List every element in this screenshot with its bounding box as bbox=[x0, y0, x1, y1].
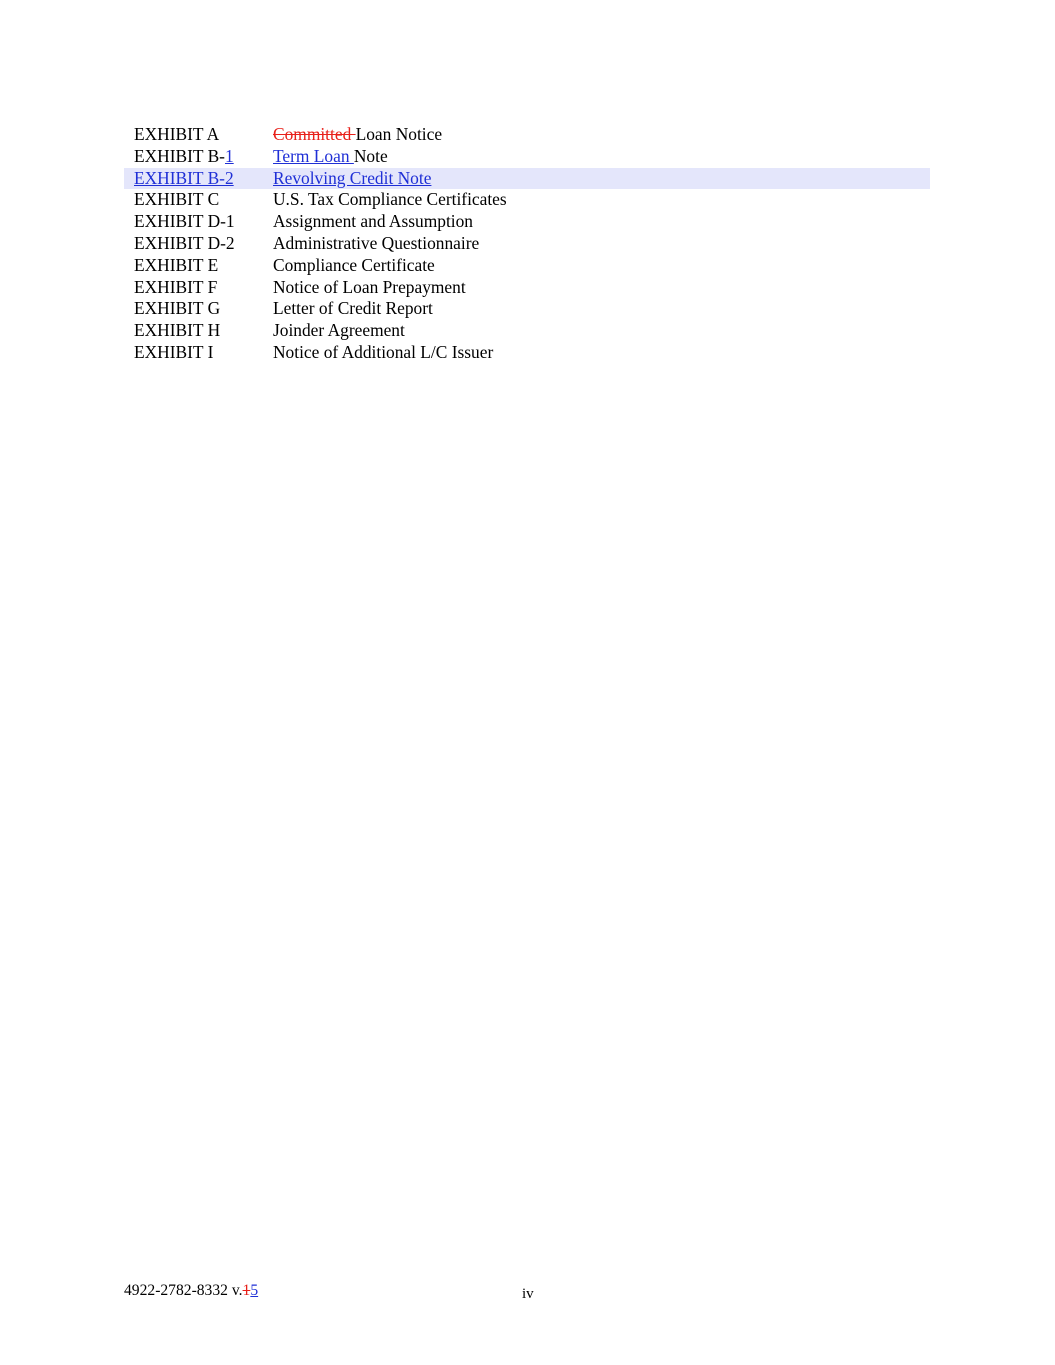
label-text: EXHIBIT B- bbox=[134, 145, 225, 166]
exhibit-row bbox=[124, 189, 930, 211]
inserted-text: EXHIBIT B-2 bbox=[134, 167, 234, 188]
doc-id-text: 4922-2782-8332 v. bbox=[124, 1282, 243, 1299]
exhibit-label: EXHIBIT F bbox=[134, 276, 218, 297]
exhibit-label bbox=[134, 168, 234, 190]
exhibit-title: Compliance Certificate bbox=[273, 254, 435, 275]
exhibit-row bbox=[124, 124, 930, 146]
exhibit-title: Joinder Agreement bbox=[273, 320, 405, 341]
exhibit-row bbox=[124, 146, 930, 168]
deleted-text: Committed bbox=[273, 124, 356, 144]
exhibit-title: Notice of Additional L/C Issuer bbox=[273, 341, 494, 362]
exhibit-label: EXHIBIT G bbox=[134, 298, 221, 319]
exhibit-label: EXHIBIT D-2 bbox=[134, 232, 235, 253]
exhibit-row bbox=[124, 211, 930, 233]
exhibit-label bbox=[134, 124, 219, 146]
inserted-text: Revolving Credit Note bbox=[273, 167, 432, 188]
exhibit-row bbox=[124, 233, 930, 255]
deleted-text: 1 bbox=[242, 1282, 251, 1299]
exhibit-title: Letter of Credit Report bbox=[273, 298, 433, 319]
inserted-text: Term Loan bbox=[273, 145, 354, 166]
page-number: iv bbox=[522, 1286, 534, 1302]
exhibit-row bbox=[124, 277, 930, 299]
label-text: EXHIBIT A bbox=[134, 124, 220, 144]
exhibit-title: Assignment and Assumption bbox=[273, 211, 474, 232]
exhibit-title: U.S. Tax Compliance Certificates bbox=[273, 189, 507, 210]
exhibit-title: Notice of Loan Prepayment bbox=[273, 276, 466, 297]
document-id bbox=[124, 1282, 258, 1300]
title-text: Note bbox=[353, 145, 388, 166]
exhibit-title bbox=[273, 124, 442, 146]
exhibit-row bbox=[124, 320, 930, 342]
exhibit-label: EXHIBIT E bbox=[134, 254, 219, 275]
exhibit-label: EXHIBIT C bbox=[134, 189, 220, 210]
exhibit-row bbox=[124, 342, 930, 364]
exhibit-title bbox=[273, 168, 431, 190]
inserted-text: 5 bbox=[250, 1282, 259, 1299]
inserted-text: 1 bbox=[224, 145, 234, 166]
exhibit-label bbox=[134, 146, 234, 168]
title-text: Loan Notice bbox=[355, 124, 443, 144]
exhibit-label: EXHIBIT I bbox=[134, 341, 214, 362]
exhibit-label: EXHIBIT H bbox=[134, 320, 221, 341]
exhibit-title bbox=[273, 146, 388, 168]
exhibit-row-highlighted bbox=[124, 168, 930, 190]
exhibit-title: Administrative Questionnaire bbox=[273, 232, 480, 253]
exhibits-list bbox=[124, 124, 930, 364]
exhibit-label: EXHIBIT D-1 bbox=[134, 211, 235, 232]
exhibit-row bbox=[124, 298, 930, 320]
exhibit-row bbox=[124, 255, 930, 277]
